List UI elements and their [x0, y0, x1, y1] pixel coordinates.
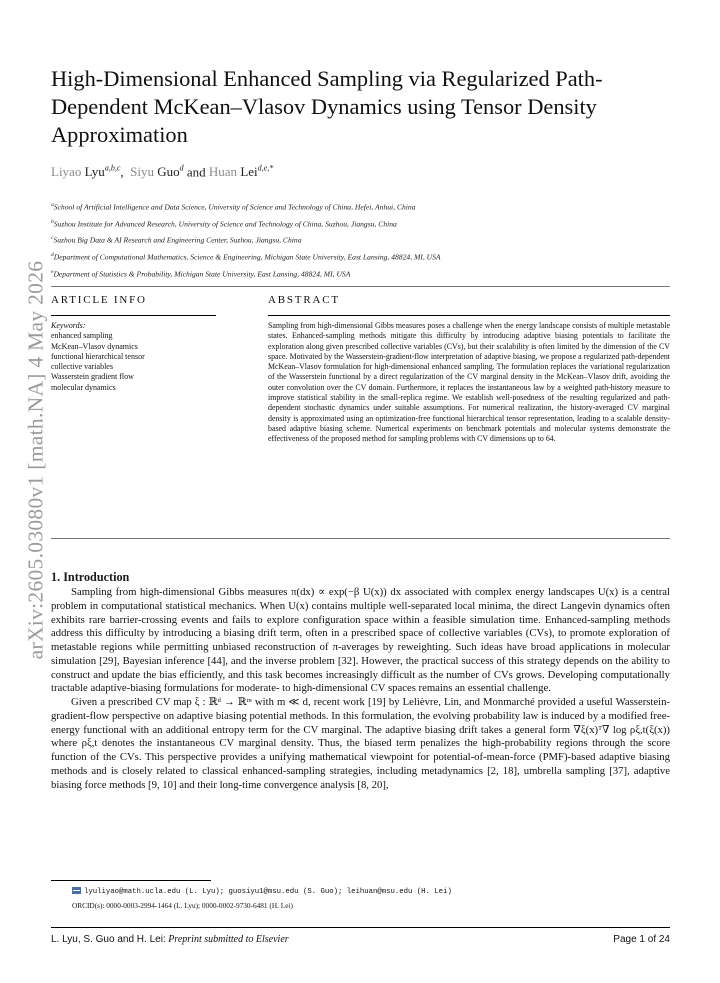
paragraph: Given a prescribed CV map ξ : ℝᵈ → ℝᵐ with m ≪ d, recent work [19] by Lelièvre, Lin, and Monmarché provided a useful Wasserstein-gradient-flow perspective on adaptive biasing potential methods. In this formulation, the evolving probability law is induced by a modified free-energy functional with an additional entropy term for the CV marginal. The adaptive biasing drift takes a general form ∇ξ(x)ᵀ∇ log ρξ,t(ξ(x)) where ρξ,t denotes the instantaneous CV marginal density. Thus, the biased term penalizes the high-probability regions through the score function of the CVs. This perspective provides a unifying mathematical viewpoint for potential-of-mean-force (PMF)-based adaptive biasing methods and is closely related to classical enhanced-sampling strategies, including metadynamics [2, 18], umbrella sampling [37], adaptive biasing force methods [9, 10] and their long-time convergence analysis [8, 20], — [51, 696, 670, 791]
keywords-label: Keywords: — [51, 321, 86, 330]
footnote-rule — [51, 880, 211, 881]
keyword: molecular dynamics — [51, 382, 116, 392]
affiliation: $^d$Department of Computational Mathematics, Science & Engineering, Michigan State University, East Lansing, 48824, MI, USA — [51, 252, 441, 262]
author-conjunction: and — [186, 164, 206, 180]
keyword: functional hierarchical tensor — [51, 351, 145, 361]
introduction-body — [51, 586, 670, 792]
affiliation: $^a$School of Artificial Intelligence and Data Science, University of Science and Technology of China, Hefei, Anhui, China — [51, 202, 416, 212]
author[interactable]: Huan Lei$^{d,e,*}$ — [208, 164, 274, 180]
affiliation: $^e$Department of Statistics & Probability, Michigan State University, East Lansing, 48824, MI, USA — [51, 268, 351, 279]
footnote — [72, 884, 672, 912]
article-info-heading: ARTICLE INFO — [51, 294, 147, 306]
paper-title: High-Dimensional Enhanced Sampling via Regularized Path-Dependent McKean–Vlasov Dynamics using Tensor Density Approximation — [51, 66, 603, 147]
affiliation: $^b$Suzhou Institute for Advanced Research, University of Science and Technology of China, Suzhou, Jiangsu, China — [51, 218, 397, 229]
abstract-text: Sampling from high-dimensional Gibbs measures poses a challenge when the energy landscape consists of multiple metastable states. Enhanced-sampling methods mitigate this difficulty by introducing adaptive biasing potentials to facilitate the exploration along given prescribed collective variables (CVs), but their scalability is often limited by the dimension of the CV space. Motivated by the Wasserstein-gradient-flow interpretation of adaptive biasing, we propose a regularized path-dependent McKean–Vlasov formulation for high-dimensional enhanced sampling. The formulation replaces the variational regularization of the Wasserstein functional by a direct regularization of the CV marginal density in the McKean–Vlasov drift, avoiding the outer convolution over the CV domain. Furthermore, it replaces the instantaneous law by a weighted path-history measure to improve statistical stability in the small-replica regime. We establish well-posedness of the resulting regularized and path-dependent stochastic dynamics under suitable assumptions. For numerical realization, the history-averaged CV marginal density is approximated using an optimization-free functional hierarchical tensor representation, leading to a scalable density-based adaptive biasing scheme. Numerical experiments on benchmark potentials and molecular systems demonstrate the effectiveness of the proposed method for sampling problems with CV dimensions up to 64. — [268, 321, 670, 444]
page-footer — [51, 934, 670, 945]
orcid-line: ORCID(s): 0000-0003-2994-1464 (L. Lyu); 0000-0002-9730-6481 (H. Lei) — [72, 901, 293, 910]
affiliation-list — [51, 198, 671, 282]
author-list: Liyao Lyu$^{a,b,c}$, Siyu Guo$^d$ and Huan Lei$^{d,e,*}$ — [51, 164, 274, 180]
divider — [51, 538, 670, 539]
page-number: Page 1 of 24 — [613, 934, 670, 945]
mail-icon — [72, 887, 81, 894]
keyword: collective variables — [51, 362, 113, 372]
author[interactable]: Siyu Guo$^d$ — [130, 164, 184, 180]
affiliation: $^c$Suzhou Big Data & AI Research and Engineering Center, Suzhou, Jiangsu, China — [51, 235, 302, 245]
divider — [51, 286, 670, 287]
footer-preprint: Preprint submitted to Elsevier — [168, 934, 289, 945]
divider — [268, 315, 670, 316]
arxiv-stamp — [23, 235, 49, 685]
keyword: enhanced sampling — [51, 331, 113, 341]
footer-authors: L. Lyu, S. Guo and H. Lei: — [51, 934, 166, 945]
keywords-block — [51, 321, 216, 393]
paragraph: Sampling from high-dimensional Gibbs measures π(dx) ∝ exp(−β U(x)) dx associated with complex energy landscapes U(x) is a central problem in computational statistical mechanics. When U(x) contains multiple well-separated local minima, the direct Langevin dynamics often exhibits rare barrier-crossing events and fails to explore configuration space within a feasible simulation time. Enhanced-sampling methods address this difficulty by introducing a biasing drift term, often in a prescribed space of collective variables (CVs), to promote exploration of metastable regions while permitting unbiased reconstruction of π-averages by reweighting. Such ideas have broad applications in molecular simulation [29], Bayesian inference [44], and the inverse problem [32]. However, the practical success of this strategy depends on the ability to construct and update the bias efficiently, and this task becomes increasingly difficult as the number of CVs grows. Developing computationally tractable adaptive-biasing formulations for moderate- to high-dimensional CV spaces remains an essential challenge. — [51, 586, 670, 695]
email-line[interactable]: lyuliyao@math.ucla.edu (L. Lyu); guosiyu1@msu.edu (S. Guo); leihuan@msu.edu (H. Lei) — [72, 884, 672, 899]
keyword: McKean–Vlasov dynamics — [51, 341, 138, 351]
author[interactable]: Liyao Lyu$^{a,b,c}$ — [51, 164, 121, 180]
arxiv-stamp-text: arXiv:2605.03080v1 [math.NA] 4 May 2026 — [23, 260, 48, 660]
abstract-heading: ABSTRACT — [268, 294, 340, 306]
section-heading-introduction: 1. Introduction — [51, 570, 130, 584]
keyword: Wasserstein gradient flow — [51, 372, 134, 382]
divider — [51, 315, 216, 316]
divider — [51, 927, 670, 928]
